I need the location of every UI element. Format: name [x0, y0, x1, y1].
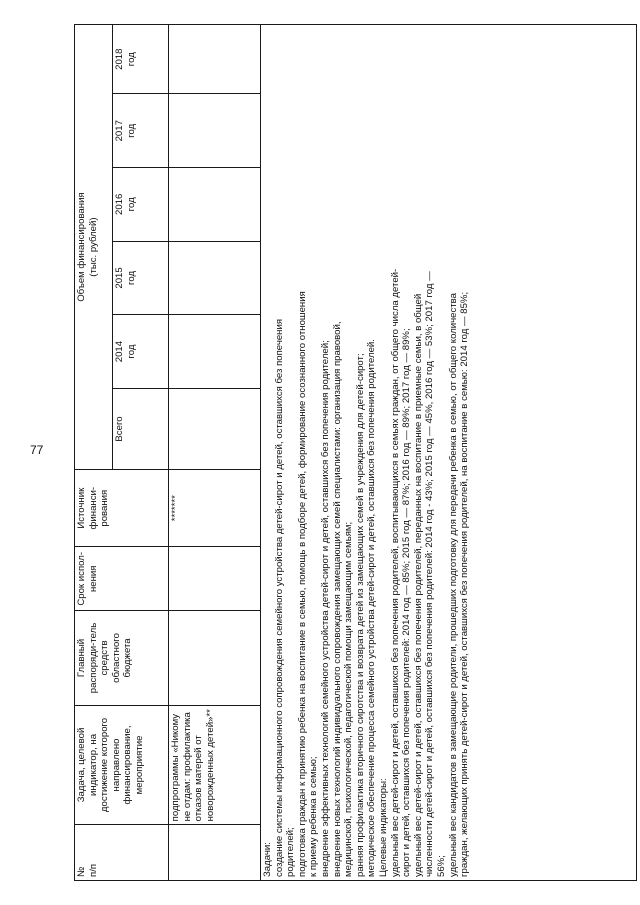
row-2014: [169, 315, 261, 389]
row-total: [169, 388, 261, 469]
row-2017: [169, 94, 261, 168]
header-num: № п/п: [75, 825, 169, 881]
row-source: *******: [169, 470, 261, 547]
row-2016: [169, 168, 261, 242]
header-total: Всего: [113, 388, 169, 469]
tasks-line: граждан, желающих принять детей-сирот и детей, оставшихся без попечения родителей, на воспитание в семью: 2014 год — 85%;: [459, 291, 471, 877]
tasks-line: внедрение эффективных технологий семейного устройства детей-сирот и детей, оставшихся без попечения родителей;: [319, 340, 331, 877]
header-term: Срок испол-нения: [75, 547, 169, 611]
tasks-line: 56%;: [435, 855, 447, 877]
header-year-2015: 2015 год: [113, 241, 169, 315]
tasks-line: подготовка граждан к принятию ребенка на воспитание в семью, помощь в подборе детей, формирование осознанного отношения: [296, 291, 308, 877]
row-term: [169, 547, 261, 611]
tasks-line: удельный вес кандидатов в замещающие родители, прошедших подготовку для передачи ребенка в семью, от общего количества: [447, 293, 459, 877]
row-2018: [169, 25, 261, 94]
tasks-line: внедрение новых технологий индивидуального сопровождения замещающих семей специалистами: организация правовой,: [331, 321, 343, 877]
tasks-line: медицинской, психологической, педагогической помощи замещающим семьям;: [343, 521, 355, 877]
rotated-page-content: [74, 24, 637, 881]
row-task: подпрограммы «Никому не отдам: профилактика отказов матерей от новорожденных детей»**: [169, 705, 261, 825]
header-year-2016: 2016 год: [113, 168, 169, 242]
tasks-line: ранняя профилактика вторичного сиротства и возврата детей из замещающих семей в учреждения для детей-сирот;: [354, 353, 366, 877]
header-year-2014: 2014 год: [113, 315, 169, 389]
tasks-line: сирот и детей, оставшихся без попечения родителей: 2014 год — 85%; 2015 год — 87%; 2016 год — 89%; 2017 год — 89%;: [401, 328, 413, 877]
tasks-text-block: [261, 25, 637, 881]
tasks-line: удельный вес детей-сирот и детей, оставшихся без попечения родителей, переданных на воспитание в приемные семьи, в общей: [412, 293, 424, 877]
tasks-line: к приему ребенка в семью;: [308, 756, 320, 877]
header-year-2018: 2018 год: [113, 25, 169, 94]
tasks-line: родителей;: [285, 827, 297, 877]
tasks-line: удельный вес детей-сирот и детей, оставшихся без попечения родителей, воспитывающихся в семьях граждан, от общего числа детей-: [389, 268, 401, 877]
financing-table: [74, 24, 637, 881]
row-2015: [169, 241, 261, 315]
tasks-line: методическое обеспечение процесса семейного устройства детей-сирот и детей, оставшихся без попечения родителей.: [366, 339, 378, 877]
row-admin: [169, 611, 261, 705]
page-number: 77: [30, 443, 44, 457]
header-volume: Объем финансирования (тыс. рублей): [75, 25, 113, 470]
tasks-line: Задачи:: [262, 842, 273, 877]
table-header-row: [75, 25, 113, 881]
header-task: Задача, целевой индикатор, на достижение которого направлено финансирование, мероприятие: [75, 705, 169, 825]
tasks-row: [261, 25, 637, 881]
header-source: Источник финанси-рования: [75, 470, 169, 547]
tasks-line: Целевые индикаторы:: [377, 778, 389, 877]
tasks-line: численности детей-сирот и детей, оставшихся без попечения родителей: 2014 год - 43%; 2015 год — 45%, 2016 год — 53%; 2017 год —: [424, 271, 436, 877]
tasks-line: создание системы информационного сопровождения семейного устройства детей-сирот и детей, оставшихся без попечения: [273, 318, 285, 877]
header-admin: Главный распоряди-тель средств областного бюджета: [75, 611, 169, 705]
row-num: [169, 825, 261, 881]
table-row: [169, 25, 261, 881]
header-year-2017: 2017 год: [113, 94, 169, 168]
